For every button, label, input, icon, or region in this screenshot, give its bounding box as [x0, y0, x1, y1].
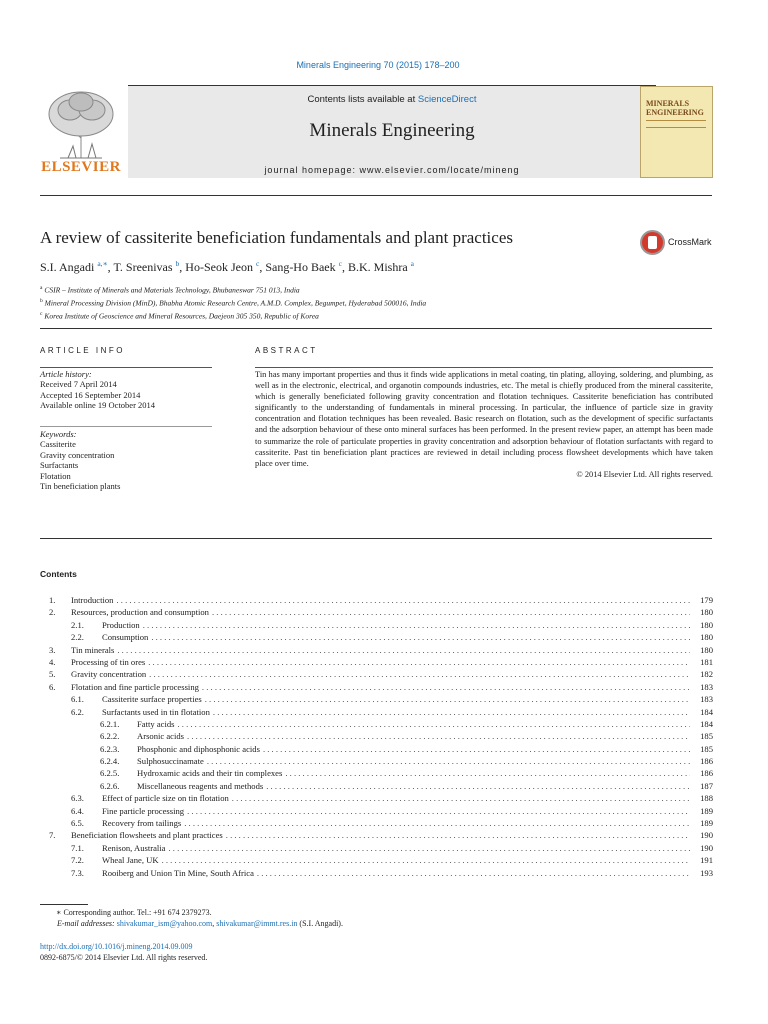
toc-title: Wheal Jane, UK [102, 855, 159, 866]
author-separator: , [259, 260, 266, 274]
toc-page: 180 [700, 607, 713, 618]
journal-cover-thumbnail[interactable] [640, 86, 713, 178]
toc-entry[interactable] [40, 668, 713, 680]
toc-title: Production [102, 619, 140, 630]
affiliation-marker: c [40, 311, 43, 317]
article-title: A review of cassiterite beneficiation fundamentals and plant practices [40, 228, 513, 247]
toc-page: 191 [700, 855, 713, 866]
toc-title: Hydroxamic acids and their tin complexes [137, 768, 283, 779]
toc-number: 4. [49, 656, 56, 667]
author-name: B.K. Mishra [347, 260, 408, 274]
author-affil-link[interactable]: b [175, 259, 180, 268]
toc-leader-dots [116, 594, 690, 606]
doi-link[interactable]: http://dx.doi.org/10.1016/j.mineng.2014.09.009 [40, 942, 193, 951]
history-accepted: Accepted 16 September 2014 [40, 389, 141, 400]
keyword-item: Flotation [40, 470, 71, 481]
affiliation-divider [40, 328, 712, 329]
toc-number: 6.2.6. [100, 780, 120, 791]
toc-entry[interactable] [40, 693, 713, 705]
affiliation-text: Mineral Processing Division (MinD), Bhabha Atomic Research Centre, A.M.D. Complex, Begumpet, Hyderabad 500016, India [44, 298, 427, 308]
cover-title-line-2: ENGINEERING [646, 108, 704, 117]
toc-leader-dots [202, 681, 690, 693]
toc-number: 7.1. [71, 842, 84, 853]
toc-page: 180 [700, 632, 713, 643]
journal-homepage[interactable]: journal homepage: www.elsevier.com/locate/mineng [264, 165, 520, 175]
toc-number: 2.2. [71, 632, 84, 643]
history-heading: Article history: [40, 369, 92, 379]
toc-page: 183 [700, 694, 713, 705]
toc-page: 186 [700, 756, 713, 767]
toc-number: 7.2. [71, 855, 84, 866]
author-item [265, 260, 348, 274]
toc-page: 186 [700, 768, 713, 779]
author-list [40, 259, 720, 275]
author-name: S.I. Angadi [40, 260, 95, 274]
author-separator: , [107, 260, 114, 274]
toc-number: 6. [49, 681, 56, 692]
banner-center [128, 86, 656, 178]
article-info-separator [40, 426, 212, 427]
toc-leader-dots [151, 631, 690, 643]
sciencedirect-link[interactable]: ScienceDirect [417, 94, 477, 105]
author-item [185, 260, 265, 274]
abstract-body [255, 369, 713, 480]
toc-page: 184 [700, 718, 713, 729]
toc-leader-dots [177, 718, 690, 730]
corresponding-author-note: ∗ Corresponding author. Tel.: +91 674 2379273. [56, 908, 212, 917]
toc-title: Rooiberg and Union Tin Mine, South Africa [102, 867, 254, 878]
toc-page: 193 [700, 867, 713, 878]
toc-page: 184 [700, 706, 713, 717]
keywords-heading: Keywords: [40, 429, 77, 439]
abstract-rule [255, 367, 713, 368]
cover-title [646, 99, 704, 117]
email-link-1[interactable]: shivakumar_ism@yahoo.com [116, 919, 213, 928]
history-online: Available online 19 October 2014 [40, 400, 156, 411]
toc-page: 181 [700, 656, 713, 667]
author-affil-link[interactable]: c [255, 259, 260, 268]
toc-number: 2. [49, 607, 56, 618]
toc-title: Sulphosuccinamate [137, 756, 204, 767]
toc-entry[interactable] [40, 681, 713, 693]
affiliation-item [40, 296, 720, 309]
footnotes [40, 907, 720, 929]
toc-title: Consumption [102, 632, 149, 643]
toc-number: 6.2.5. [100, 768, 120, 779]
journal-banner [40, 86, 720, 178]
email-separator: , [212, 919, 217, 928]
toc-title: Phosphonic and diphosphonic acids [137, 743, 260, 754]
history-received: Received 7 April 2014 [40, 379, 117, 390]
toc-entry[interactable] [40, 854, 713, 866]
toc-page: 180 [700, 619, 713, 630]
affiliation-text: CSIR – Institute of Minerals and Materials Technology, Bhubaneswar 751 013, India [44, 285, 300, 295]
toc-number: 6.2.1. [100, 718, 120, 729]
abstract-divider [40, 538, 712, 539]
toc-title: Flotation and fine particle processing [71, 681, 199, 692]
toc-number: 6.2.2. [100, 731, 120, 742]
contents-prefix: Contents lists available at [307, 94, 418, 105]
toc-page: 179 [700, 595, 713, 605]
toc-leader-dots [187, 730, 690, 742]
keyword-item: Cassiterite [40, 439, 76, 450]
toc-leader-dots [205, 693, 690, 705]
toc-number: 5. [49, 669, 56, 680]
toc-title: Introduction [71, 595, 114, 605]
keywords-block [40, 429, 220, 491]
toc-entry[interactable] [40, 644, 713, 656]
toc-title: Fine particle processing [102, 805, 185, 816]
toc-entry[interactable] [40, 606, 713, 618]
toc-page: 185 [700, 731, 713, 742]
toc-leader-dots [266, 780, 690, 792]
toc-page: 180 [700, 644, 713, 655]
toc-title: Effect of particle size on tin flotation [102, 793, 229, 804]
contents-heading: Contents [40, 569, 77, 579]
toc-entry[interactable] [40, 755, 713, 767]
toc-number: 1. [49, 595, 56, 605]
elsevier-tree-icon [40, 86, 122, 160]
author-affil-link[interactable]: c [338, 259, 342, 268]
toc-leader-dots [162, 854, 690, 866]
toc-leader-dots [207, 755, 690, 767]
toc-leader-dots [263, 743, 690, 755]
author-item [40, 260, 113, 274]
toc-number: 7. [49, 830, 56, 841]
toc-entry[interactable] [40, 619, 713, 631]
author-name: T. Sreenivas [113, 260, 173, 274]
toc-entry[interactable] [40, 792, 713, 804]
author-item [348, 260, 414, 274]
doi-block [40, 941, 207, 963]
toc-number: 6.4. [71, 805, 84, 816]
affiliation-text: Korea Institute of Geoscience and Mineral Resources, Daejeon 305 350, Republic of Korea [44, 311, 319, 321]
cover-rule-lines [646, 120, 706, 128]
email-owner: (S.I. Angadi). [297, 919, 343, 928]
journal-citation[interactable]: Minerals Engineering 70 (2015) 178–200 [296, 60, 460, 70]
toc-leader-dots [212, 606, 690, 618]
abstract-heading: ABSTRACT [255, 346, 318, 355]
article-info-rule [40, 367, 212, 368]
toc-leader-dots [257, 867, 690, 879]
article-history [40, 369, 220, 411]
author-affil-link[interactable]: a [410, 259, 414, 268]
email-note [40, 918, 720, 929]
email-label: E-mail addresses: [57, 919, 115, 928]
keyword-item: Tin beneficiation plants [40, 481, 121, 492]
keyword-item: Surfactants [40, 460, 79, 471]
toc-page: 190 [700, 830, 713, 841]
toc-page: 189 [700, 805, 713, 816]
toc-leader-dots [184, 817, 690, 829]
toc-title: Surfactants used in tin flotation [102, 706, 210, 717]
toc-number: 7.3. [71, 867, 84, 878]
toc-page: 188 [700, 793, 713, 804]
toc-entry[interactable] [40, 743, 713, 755]
toc-entry[interactable] [40, 805, 713, 817]
author-separator: , [179, 260, 186, 274]
affiliation-list [40, 283, 720, 322]
toc-title: Recovery from tailings [102, 818, 182, 829]
footnote-rule [40, 904, 88, 905]
cover-title-line-1: MINERALS [646, 99, 690, 108]
toc-title: Resources, production and consumption [71, 607, 209, 618]
affiliation-marker: a [40, 285, 43, 291]
table-of-contents [40, 594, 713, 879]
toc-page: 190 [700, 842, 713, 853]
contents-available-line [128, 94, 656, 105]
author-affil-link[interactable]: a,∗ [97, 259, 108, 268]
keyword-item: Gravity concentration [40, 449, 115, 460]
affiliation-item [40, 283, 720, 296]
toc-entry[interactable] [40, 718, 713, 730]
toc-number: 6.2.4. [100, 756, 120, 767]
email-link-2[interactable]: shivakumar@immt.res.in [216, 919, 298, 928]
toc-number: 6.3. [71, 793, 84, 804]
toc-leader-dots [148, 656, 690, 668]
toc-entry[interactable] [40, 767, 713, 779]
toc-entry[interactable] [40, 594, 713, 606]
toc-page: 187 [700, 780, 713, 791]
affiliation-marker: b [40, 298, 43, 304]
toc-title: Miscellaneous reagents and methods [137, 780, 264, 791]
toc-entry[interactable] [40, 656, 713, 668]
toc-title: Cassiterite surface properties [102, 694, 202, 705]
toc-title: Tin minerals [71, 644, 115, 655]
author-name: Sang-Ho Baek [265, 260, 336, 274]
crossmark-badge[interactable] [640, 230, 720, 256]
toc-title: Processing of tin ores [71, 656, 146, 667]
toc-entry[interactable] [40, 829, 713, 841]
toc-entry[interactable] [40, 730, 713, 742]
crossmark-icon [640, 230, 665, 255]
toc-number: 2.1. [71, 619, 84, 630]
author-name: Ho-Seok Jeon [185, 260, 253, 274]
toc-entry[interactable] [40, 867, 713, 879]
toc-number: 3. [49, 644, 56, 655]
abstract-text: Tin has many important properties and thus it finds wide applications in metal coating, tin plating, alloying, soldering, and plumbing, as well as in the electronic, electrical, and organotin compounds industries, etc. The metal is chiefly produced from the mineral cassiterite, which is generally beneficiated following gravity concentration and flotation techniques. Cassiterite beneficiation has contributed significantly to the understanding of fundamentals in mineral processing. In particular, the influence of particle size in gravity concentration and flotation techniques has been revealed. Basic research on flotation, such as the development of specific surfactants and the adsorption behaviour of these onto mineral surfaces has been performed. In the present review paper, an attempt has been made to summarize the role of particulate properties in gravity concentration and adsorption behaviour of flotation surfactants with regard to cassiterite. Past tin beneficiation plant practices are reviewed in detail including process flowsheet developments which have taken place over time. [255, 370, 713, 468]
toc-number: 6.2.3. [100, 743, 120, 754]
toc-entry[interactable] [40, 817, 713, 829]
author-item [113, 260, 185, 274]
toc-leader-dots [143, 619, 690, 631]
elsevier-logo[interactable] [40, 86, 122, 178]
toc-leader-dots [226, 829, 690, 841]
toc-leader-dots [285, 767, 690, 779]
issn-copyright: 0892-6875/© 2014 Elsevier Ltd. All rights reserved. [40, 953, 208, 962]
header-divider [40, 195, 712, 196]
toc-leader-dots [117, 644, 690, 656]
toc-page: 183 [700, 681, 713, 692]
toc-number: 6.2. [71, 706, 84, 717]
toc-leader-dots [213, 706, 690, 718]
toc-entry[interactable] [40, 706, 713, 718]
abstract-copyright: © 2014 Elsevier Ltd. All rights reserved. [576, 469, 713, 479]
publisher-wordmark: ELSEVIER [41, 159, 121, 175]
article-info-heading: ARTICLE INFO [40, 346, 125, 355]
toc-title: Beneficiation flowsheets and plant practices [71, 830, 223, 841]
affiliation-item [40, 309, 720, 322]
toc-page: 182 [700, 669, 713, 680]
toc-number: 6.5. [71, 818, 84, 829]
toc-title: Arsonic acids [137, 731, 185, 742]
toc-title: Gravity concentration [71, 669, 147, 680]
toc-page: 185 [700, 743, 713, 754]
toc-leader-dots [149, 668, 690, 680]
toc-leader-dots [169, 842, 691, 854]
toc-title: Fatty acids [137, 718, 175, 729]
toc-entry[interactable] [40, 842, 713, 854]
crossmark-label: CrossMark [668, 237, 712, 247]
journal-name: Minerals Engineering [309, 120, 475, 141]
toc-page: 189 [700, 818, 713, 829]
toc-entry[interactable] [40, 780, 713, 792]
toc-leader-dots [232, 792, 690, 804]
toc-title: Renison, Australia [102, 842, 166, 853]
toc-leader-dots [187, 805, 690, 817]
toc-number: 6.1. [71, 694, 84, 705]
toc-entry[interactable] [40, 631, 713, 643]
author-separator: , [341, 260, 348, 274]
